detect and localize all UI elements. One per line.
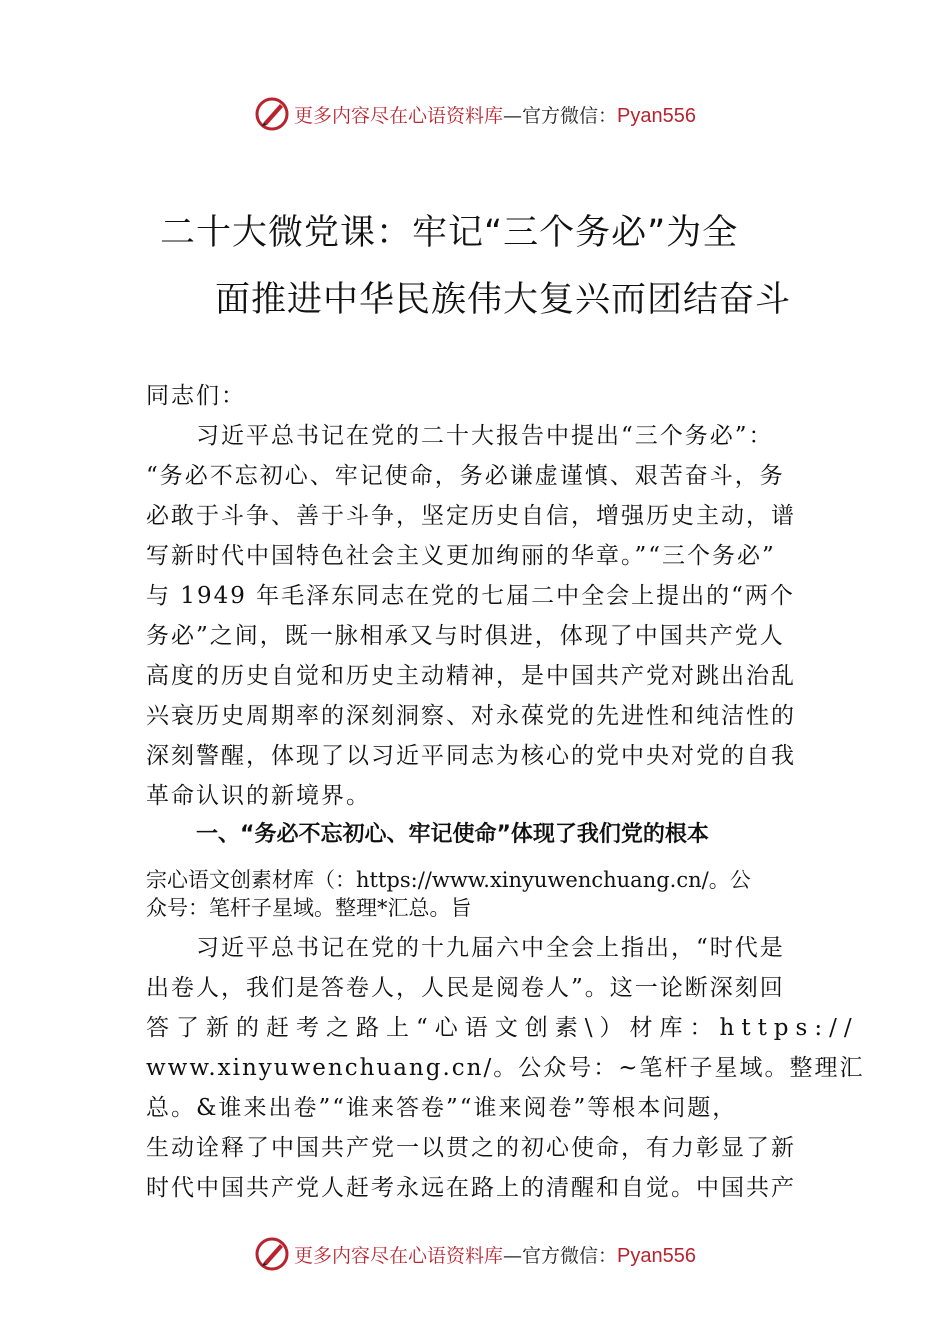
paragraph-line: 答了新的赶考之路上“心语文创素\）材库：https:// — [146, 1015, 859, 1041]
paragraph-line: 出卷人，我们是答卷人，人民是阅卷人”。这一论断深刻回 — [146, 975, 785, 1001]
heading-continuation-line: 众号：笔杆子星域。整理*汇总。旨 — [146, 896, 472, 920]
paragraph-line: 总。&谁来出卷”“谁来答卷”“谁来阅卷”等根本问题， — [146, 1095, 738, 1121]
paragraph-line: 深刻警醒，体现了以习近平同志为核心的党中央对党的自我 — [146, 743, 796, 769]
paragraph-line: 兴衰历史周期率的深刻洞察、对永葆党的先进性和纯洁性的 — [146, 703, 796, 729]
paragraph-line: 革命认识的新境界。 — [146, 783, 371, 809]
paragraph-line: 必敢于斗争、善于斗争，坚定历史自信，增强历史主动，谱 — [146, 503, 796, 529]
banner-account: Pyan556 — [617, 104, 696, 127]
paragraph-line: 写新时代中国特色社会主义更加绚丽的华章。”“三个务必” — [146, 543, 776, 569]
page-title-line-2: 面推进中华民族伟大复兴而团结奋斗 — [215, 280, 792, 320]
paragraph-line: “务必不忘初心、牢记使命，务必谦虚谨慎、艰苦奋斗，务 — [146, 463, 785, 489]
banner-library-name: 更多内容尽在心语资料库 — [294, 1244, 504, 1267]
heading-continuation-line: 宗心语文创素材库（：https://www.xinyuwenchuang.cn/。公 — [146, 868, 751, 892]
paragraph-line: www.xinyuwenchuang.cn/。公众号：~笔杆子星域。整理汇 — [146, 1055, 865, 1081]
header-banner — [0, 94, 950, 134]
pen-logo-icon — [254, 1236, 290, 1272]
banner-wechat-label: —官方微信： — [503, 104, 618, 127]
section-heading-1: 一、“务必不忘初心、牢记使命”体现了我们党的根本 — [196, 822, 709, 847]
footer-banner — [0, 1234, 950, 1274]
greeting: 同志们： — [146, 383, 246, 409]
paragraph-line: 生动诠释了中国共产党一以贯之的初心使命，有力彰显了新 — [146, 1135, 796, 1161]
banner-library-name: 更多内容尽在心语资料库 — [294, 104, 504, 127]
banner-label — [294, 1241, 696, 1268]
paragraph-line: 与 1949 年毛泽东同志在党的七届二中全会上提出的“两个 — [146, 583, 795, 609]
paragraph-line: 时代中国共产党人赶考永远在路上的清醒和自觉。中国共产 — [146, 1175, 796, 1201]
paragraph-line: 高度的历史自觉和历史主动精神，是中国共产党对跳出治乱 — [146, 663, 796, 689]
pen-logo-icon — [254, 96, 290, 132]
paragraph-line: 务必”之间，既一脉相承又与时俱进，体现了中国共产党人 — [146, 623, 785, 649]
paragraph-line: 习近平总书记在党的二十大报告中提出“三个务必”： — [146, 423, 774, 449]
banner-label — [294, 101, 696, 128]
page-title-line-1: 二十大微党课：牢记“三个务必”为全 — [160, 213, 739, 253]
paragraph-line: 习近平总书记在党的十九届六中全会上指出，“时代是 — [146, 935, 785, 961]
banner-account: Pyan556 — [617, 1244, 696, 1267]
banner-wechat-label: —官方微信： — [503, 1244, 618, 1267]
